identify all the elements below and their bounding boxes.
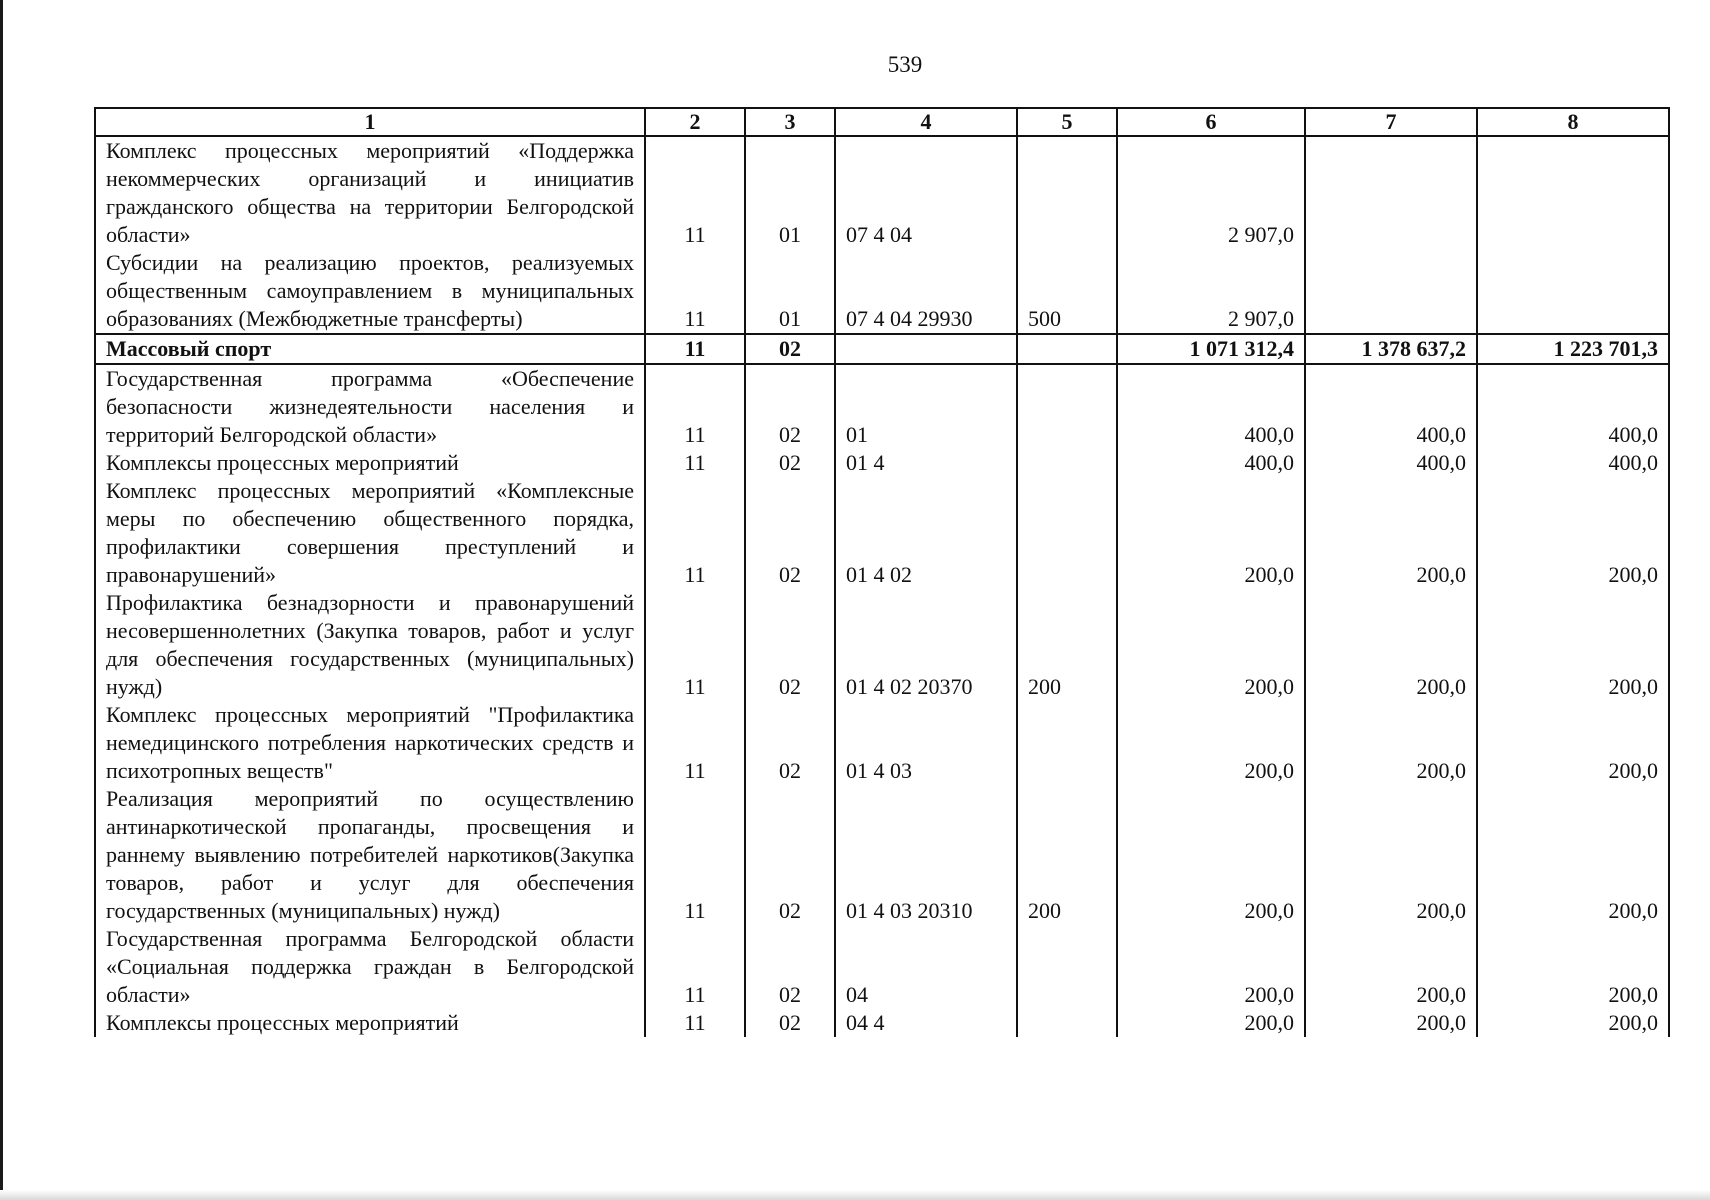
header-row	[95, 108, 1669, 136]
row-expense-type-cell	[1017, 364, 1117, 449]
row-name-cell: Реализация мероприятий по осуществлению антинаркотической пропаганды, просвещения и раннему выявлению потребителей наркотиков(Закупка товаров, работ и услуг для обеспечения государственных (муниципальных) нужд)	[95, 785, 645, 925]
table-row	[95, 477, 1669, 589]
row-value-8-cell: 200,0	[1477, 925, 1669, 1009]
page-left-edge	[0, 0, 3, 1200]
row-name-cell: Комплекс процессных мероприятий «Комплексные меры по обеспечению общественного порядка, профилактики совершения преступлений и правонарушений»	[95, 477, 645, 589]
table-row	[95, 364, 1669, 449]
table-row	[95, 589, 1669, 701]
row-subsection-cell: 01	[745, 136, 835, 249]
row-section-cell: 11	[645, 701, 745, 785]
header-col-3: 3	[745, 108, 835, 136]
row-value-6-cell: 200,0	[1117, 925, 1305, 1009]
row-value-6-cell: 2 907,0	[1117, 136, 1305, 249]
row-expense-type-cell	[1017, 449, 1117, 477]
row-article-cell: 01 4 02	[835, 477, 1017, 589]
page-number: 539	[887, 52, 923, 77]
row-value-6-cell: 200,0	[1117, 701, 1305, 785]
row-value-8-cell: 200,0	[1477, 477, 1669, 589]
row-subsection-cell: 02	[745, 589, 835, 701]
row-article-cell: 07 4 04	[835, 136, 1017, 249]
row-value-7-cell: 400,0	[1305, 449, 1477, 477]
row-section-cell: 11	[645, 136, 745, 249]
row-expense-type-cell: 500	[1017, 249, 1117, 334]
row-expense-type-cell: 200	[1017, 785, 1117, 925]
row-section-cell: 11	[645, 364, 745, 449]
budget-table	[94, 107, 1670, 1037]
table-row	[95, 785, 1669, 925]
row-subsection-cell: 02	[745, 364, 835, 449]
row-value-8-cell: 200,0	[1477, 701, 1669, 785]
row-value-7-cell	[1305, 249, 1477, 334]
row-value-6-cell: 400,0	[1117, 364, 1305, 449]
row-value-8-cell: 200,0	[1477, 589, 1669, 701]
row-value-8-cell	[1477, 136, 1669, 249]
row-expense-type-cell: 200	[1017, 589, 1117, 701]
row-name-cell: Государственная программа «Обеспечение безопасности жизнедеятельности населения и территорий Белгородской области»	[95, 364, 645, 449]
row-value-6-cell: 1 071 312,4	[1117, 334, 1305, 364]
row-value-8-cell	[1477, 249, 1669, 334]
row-value-7-cell: 400,0	[1305, 364, 1477, 449]
header-col-7: 7	[1305, 108, 1477, 136]
row-expense-type-cell	[1017, 1009, 1117, 1037]
row-value-8-cell: 200,0	[1477, 1009, 1669, 1037]
row-value-7-cell: 200,0	[1305, 785, 1477, 925]
header-col-8: 8	[1477, 108, 1669, 136]
row-article-cell: 01 4	[835, 449, 1017, 477]
row-expense-type-cell	[1017, 925, 1117, 1009]
row-name-cell: Комплексы процессных мероприятий	[95, 449, 645, 477]
row-value-8-cell: 400,0	[1477, 449, 1669, 477]
row-value-8-cell: 1 223 701,3	[1477, 334, 1669, 364]
row-subsection-cell: 02	[745, 785, 835, 925]
row-subsection-cell: 02	[745, 925, 835, 1009]
table-row	[95, 249, 1669, 334]
row-expense-type-cell	[1017, 334, 1117, 364]
row-section-cell: 11	[645, 477, 745, 589]
row-value-7-cell: 200,0	[1305, 701, 1477, 785]
header-col-1: 1	[95, 108, 645, 136]
page-bottom-edge	[0, 1190, 1710, 1200]
row-expense-type-cell	[1017, 477, 1117, 589]
row-article-cell: 01 4 03 20310	[835, 785, 1017, 925]
row-value-6-cell: 200,0	[1117, 1009, 1305, 1037]
row-section-cell: 11	[645, 785, 745, 925]
table-row-section-total	[95, 334, 1669, 364]
table-row	[95, 925, 1669, 1009]
header-col-2: 2	[645, 108, 745, 136]
row-value-7-cell: 1 378 637,2	[1305, 334, 1477, 364]
row-value-8-cell: 200,0	[1477, 785, 1669, 925]
row-section-cell: 11	[645, 589, 745, 701]
header-col-6: 6	[1117, 108, 1305, 136]
row-value-7-cell: 200,0	[1305, 477, 1477, 589]
row-article-cell: 01 4 02 20370	[835, 589, 1017, 701]
row-article-cell: 04	[835, 925, 1017, 1009]
row-value-6-cell: 200,0	[1117, 785, 1305, 925]
row-name-cell: Массовый спорт	[95, 334, 645, 364]
header-col-5: 5	[1017, 108, 1117, 136]
header-col-4: 4	[835, 108, 1017, 136]
row-value-6-cell: 200,0	[1117, 589, 1305, 701]
row-expense-type-cell	[1017, 701, 1117, 785]
table-row	[95, 136, 1669, 249]
row-value-7-cell: 200,0	[1305, 589, 1477, 701]
row-value-6-cell: 200,0	[1117, 477, 1305, 589]
row-article-cell: 01	[835, 364, 1017, 449]
row-name-cell: Субсидии на реализацию проектов, реализуемых общественным самоуправлением в муниципальных образованиях (Межбюджетные трансферты)	[95, 249, 645, 334]
row-section-cell: 11	[645, 449, 745, 477]
row-article-cell: 04 4	[835, 1009, 1017, 1037]
row-section-cell: 11	[645, 334, 745, 364]
row-subsection-cell: 02	[745, 334, 835, 364]
row-value-7-cell: 200,0	[1305, 925, 1477, 1009]
row-section-cell: 11	[645, 1009, 745, 1037]
row-article-cell	[835, 334, 1017, 364]
row-name-cell: Комплексы процессных мероприятий	[95, 1009, 645, 1037]
row-article-cell: 01 4 03	[835, 701, 1017, 785]
row-subsection-cell: 01	[745, 249, 835, 334]
row-section-cell: 11	[645, 925, 745, 1009]
row-subsection-cell: 02	[745, 477, 835, 589]
row-name-cell: Профилактика безнадзорности и правонарушений несовершеннолетних (Закупка товаров, работ и услуг для обеспечения государственных (муниципальных) нужд)	[95, 589, 645, 701]
row-value-8-cell: 400,0	[1477, 364, 1669, 449]
row-value-6-cell: 400,0	[1117, 449, 1305, 477]
row-value-7-cell: 200,0	[1305, 1009, 1477, 1037]
table-row	[95, 1009, 1669, 1037]
row-name-cell: Комплекс процессных мероприятий "Профилактика немедицинского потребления наркотических средств и психотропных веществ"	[95, 701, 645, 785]
row-article-cell: 07 4 04 29930	[835, 249, 1017, 334]
row-subsection-cell: 02	[745, 1009, 835, 1037]
row-section-cell: 11	[645, 249, 745, 334]
table-body	[95, 136, 1669, 1037]
row-value-6-cell: 2 907,0	[1117, 249, 1305, 334]
row-value-7-cell	[1305, 136, 1477, 249]
row-expense-type-cell	[1017, 136, 1117, 249]
table-row	[95, 701, 1669, 785]
row-name-cell: Государственная программа Белгородской области «Социальная поддержка граждан в Белгородской области»	[95, 925, 645, 1009]
row-name-cell: Комплекс процессных мероприятий «Поддержка некоммерческих организаций и инициатив гражданского общества на территории Белгородской области»	[95, 136, 645, 249]
table-row	[95, 449, 1669, 477]
row-subsection-cell: 02	[745, 701, 835, 785]
row-subsection-cell: 02	[745, 449, 835, 477]
